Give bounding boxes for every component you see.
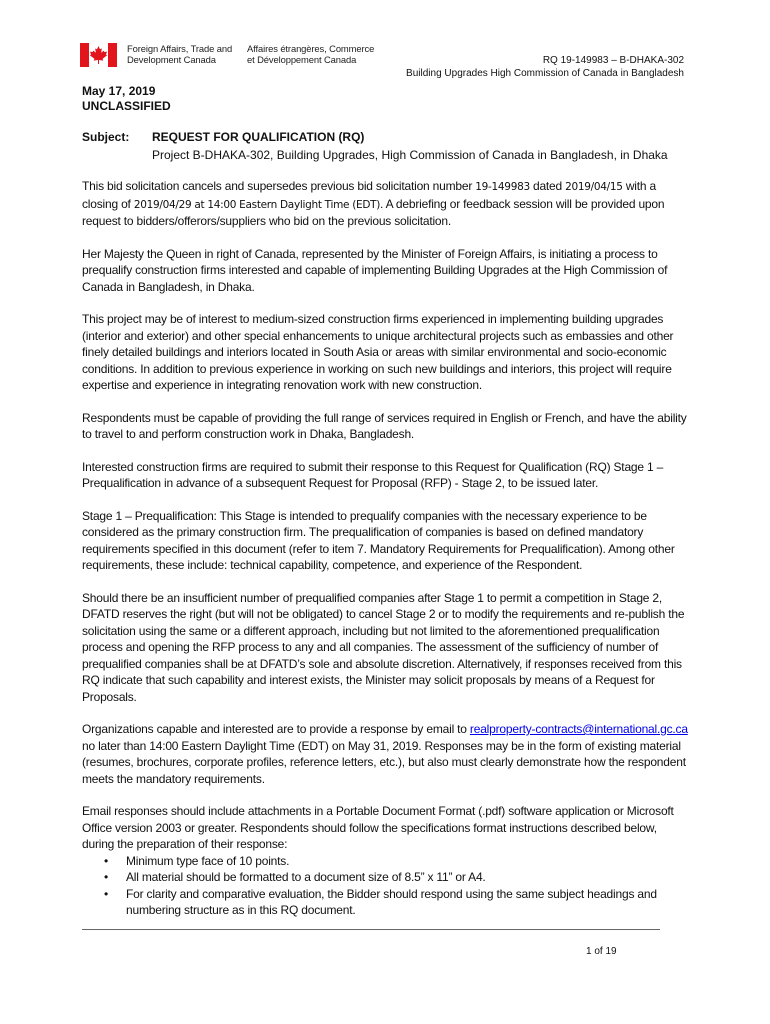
subject-label: Subject: [82,130,130,144]
previous-solicitation-date: 2019/04/15 [565,181,623,193]
paragraph-stage1: Stage 1 – Prequalification: This Stage is intended to prequalify companies with the necessary experience to be considered as the primary construction firm. The prequalification of companies is based on defined mandatory requirements specified in this document (refer to item 7. Mandatory Requirements for Prequalification). Among other requirements, these include: technical capability, competence, and experience of the Respondent. [82,508,675,572]
previous-solicitation-number: 19-149983 [475,181,530,193]
subject-title: REQUEST FOR QUALIFICATION (RQ) [152,130,365,144]
canada-flag-logo [80,43,117,67]
reference-project: Building Upgrades High Commission of Canada in Bangladesh [406,68,684,79]
p8-text-b: no later than 14:00 Eastern Daylight Time (EDT) on May 31, 2019. Responses may be in the form of existing material (resumes, brochures, corporate profiles, reference letters, etc.), but also must clearly demonstrate how the respondent meets the mandatory requirements. [82,738,686,786]
org-fr-line1: Affaires étrangères, Commerce [247,43,375,54]
paragraph-stages: Interested construction firms are required to submit their response to this Request for Qualification (RQ) Stage 1 – Prequalification in advance of a subsequent Request for Proposal (RFP) - Stage 2, to be issued later. [82,459,664,490]
paragraph-capability: Respondents must be capable of providing the full range of services required in English or French, and have the ability to travel to and perform construction work in Dhaka, Bangladesh. [82,410,687,441]
contact-email-link[interactable]: realproperty-contracts@international.gc.ca [469,722,688,736]
document-date: May 17, 2019 [82,84,156,98]
paragraph-response [82,721,692,787]
bullet-icon: • [104,853,109,868]
list-item-text: Minimum type face of 10 points. [126,853,290,868]
footer-divider [82,929,660,930]
list-item-text: For clarity and comparative evaluation, the Bidder should respond using the same subject headings and numbering structure as in this RQ document. [126,886,657,917]
list-item-text: All material should be formatted to a document size of 8.5” x 11” or A4. [126,870,486,884]
p1-text-b: dated [529,179,566,193]
p8-text-a: Organizations capable and interested are to provide a response by email to [82,722,470,736]
p1-text-c: with a closing of [82,179,656,211]
org-en-line1: Foreign Affairs, Trade and [127,43,233,54]
subject-project: Project B-DHAKA-302, Building Upgrades, High Commission of Canada in Bangladesh, in Dhaka [152,148,668,162]
bullet-icon: • [104,886,109,901]
bullet-icon: • [104,870,109,884]
reference-number: RQ 19-149983 – B-DHAKA-302 [542,55,684,66]
paragraph-cancellation [82,178,692,230]
page-number: 1 of 19 [586,946,617,957]
previous-closing-date: 2019/04/29 at 14:00 Eastern Daylight Time (EDT) [133,198,381,211]
paragraph-format: Email responses should include attachments in a Portable Document Format (.pdf) software application or Microsoft Office version 2003 or greater. Respondents should follow the specifications format instructions described below, during the preparation of their response: [82,804,674,851]
p1-text-d: . A debriefing or feedback session will be provided upon request to bidders/offerors/suppliers who bid on the previous solicitation. [82,196,665,228]
paragraph-insufficient: Should there be an insufficient number of prequalified companies after Stage 1 to permit a competition in Stage 2, DFATD reserves the right (but will not be obligated) to cancel Stage 2 or to modify the requirements and re-publish the solicitation using the same or a different approach, including but not limited to the aforementioned prequalification process and opening the RFP process to any and all companies. The assessment of the sufficiency of number of prequalified companies shall be at DFATD’s sole and absolute discretion. Alternatively, if responses received from this RQ indicate that such capability and interest exists, the Minister may solicit proposals by means of a Request for Proposals. [82,590,685,704]
document-reference [406,54,684,80]
list-item [82,853,692,870]
org-en-line2: Development Canada [127,54,216,65]
classification: UNCLASSIFIED [82,99,171,113]
list-item [82,869,692,886]
paragraph-project-interest: This project may be of interest to medium-sized construction firms experienced in implementing building upgrades (interior and exterior) and other special enhancements to unique architectural projects such as embassies and other finely detailed buildings and interiors located in South Asia or areas with similar environmental and socio-economic conditions. In addition to previous experience in working on such new buildings and interiors, this project will require expertise and experience in integrating renovation work with new construction. [82,312,674,392]
department-name-english [127,43,232,65]
org-fr-line2: et Développement Canada [247,54,357,65]
document-body [82,178,692,919]
p1-text-a: This bid solicitation cancels and supersedes previous bid solicitation number [82,179,476,193]
list-item [82,886,692,919]
paragraph-intro: Her Majesty the Queen in right of Canada, represented by the Minister of Foreign Affairs, is initiating a process to prequalify construction firms interested and capable of implementing Building Upgrades at the High Commission of Canada in Bangladesh, in Dhaka. [82,246,668,294]
format-requirements-list [82,853,692,919]
department-name-french [247,43,374,65]
